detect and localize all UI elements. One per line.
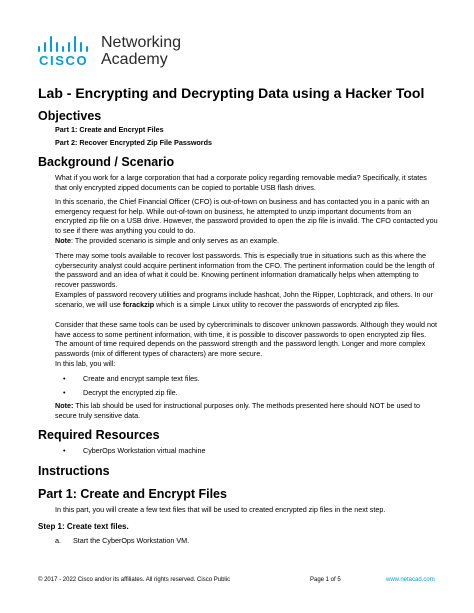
fcrackzip-term: fcrackzip: [122, 299, 155, 309]
cisco-wordmark: CISCO: [39, 53, 89, 68]
list-item: [63, 374, 200, 383]
bullet-icon: •: [63, 446, 66, 455]
paragraph-5-end: which is a simple Linux utility to recover the passwords of encrypted zip files.: [154, 299, 400, 309]
objectives-heading: Objectives: [38, 109, 102, 123]
footer-copyright: © 2017 - 2022 Cisco and/or its affiliates. All rights reserved. Cisco Public: [38, 577, 231, 583]
note2-label: Note:: [55, 401, 74, 410]
paragraph-5: [55, 290, 439, 309]
objective-part2: Part 2: Recover Encrypted Zip File Passwords: [55, 138, 212, 147]
paragraph-2: In this scenario, the Chief Financial Officer (CFO) is out-of-town on business and has contacted you in a panic with an emergency request for help. While out-of-town on business, he attempted to unzip important documents from an encrypted zip file on a USB drive. However, the password provided to open the zip file is invalid. The CFO contacted you to see if there was anything you could to do.: [55, 197, 438, 235]
bullet-icon: •: [63, 374, 66, 383]
paragraph-4: There may some tools available to recover lost passwords. This is especially true in situations such as this where the cybersecurity analyst could acquire pertinent information from the CFO. The pertinent information could be the length of the password and an idea of what it could be. Knowing pertinent information dramatically helps when attempting to recover passwords.: [55, 251, 435, 289]
note-paragraph: [55, 236, 439, 246]
list-item-text: Create and encrypt sample text files.: [83, 374, 200, 383]
cisco-bridge-icon: [38, 36, 94, 52]
bullet-icon: •: [63, 388, 66, 397]
step-marker: a.: [55, 536, 61, 545]
part1-heading: Part 1: Create and Encrypt Files: [38, 487, 227, 501]
note2-paragraph: [55, 401, 439, 420]
list-item: [63, 388, 178, 397]
note2-text: This lab should be used for instructional purposes only. The methods presented here should NOT be used to secure truly sensitive data.: [55, 401, 421, 420]
logo-academy: Academy: [101, 51, 168, 68]
note-label: Note: [55, 236, 71, 245]
logo-networking: Networking: [101, 34, 182, 51]
instructions-heading: Instructions: [38, 464, 110, 478]
list-item-text: Decrypt the encrypted zip file.: [83, 388, 178, 397]
step-text: Start the CyberOps Workstation VM.: [73, 536, 190, 545]
footer-url-link[interactable]: www.netacad.com: [386, 577, 435, 583]
footer-page-number: Page 1 of 5: [310, 577, 341, 583]
background-heading: Background / Scenario: [38, 155, 175, 169]
paragraph-6: Consider that these same tools can be used by cybercriminals to discover unknown passwords. Although they would not have access to some pertinent information, with time, it is possible to discover passwords to open encrypted zip files. The amount of time required depends on the password strength and the password length. Longer and more complex passwords (mix of different types of characters) are more secure.: [55, 320, 437, 358]
page-title: Lab - Encrypting and Decrypting Data using a Hacker Tool: [38, 85, 425, 101]
cisco-networking-academy-logo: [38, 30, 188, 72]
step-item: [55, 536, 189, 545]
required-resources-heading: Required Resources: [38, 428, 160, 442]
paragraph-1: What if you work for a large corporation that had a corporate policy regarding removable media? Specifically, it states that only encrypted zipped documents can be copied to portable USB flash drives.: [55, 173, 427, 192]
step1-heading: Step 1: Create text files.: [38, 522, 129, 531]
list-item-text: CyberOps Workstation virtual machine: [83, 446, 206, 455]
part1-text: In this part, you will create a few text files that will be used to created encrypted zip files in the next step.: [55, 505, 386, 514]
paragraph-5-start: Examples of password recovery utilities and programs include hashcat, John the Ripper, Lophtcrack, and others. In our scenario, we will use: [55, 290, 433, 309]
list-item: [63, 446, 206, 455]
paragraph-7: In this lab, you will:: [55, 359, 116, 368]
objective-part1: Part 1: Create and Encrypt Files: [55, 125, 164, 134]
note-text: : The provided scenario is simple and only serves as an example.: [70, 236, 279, 245]
